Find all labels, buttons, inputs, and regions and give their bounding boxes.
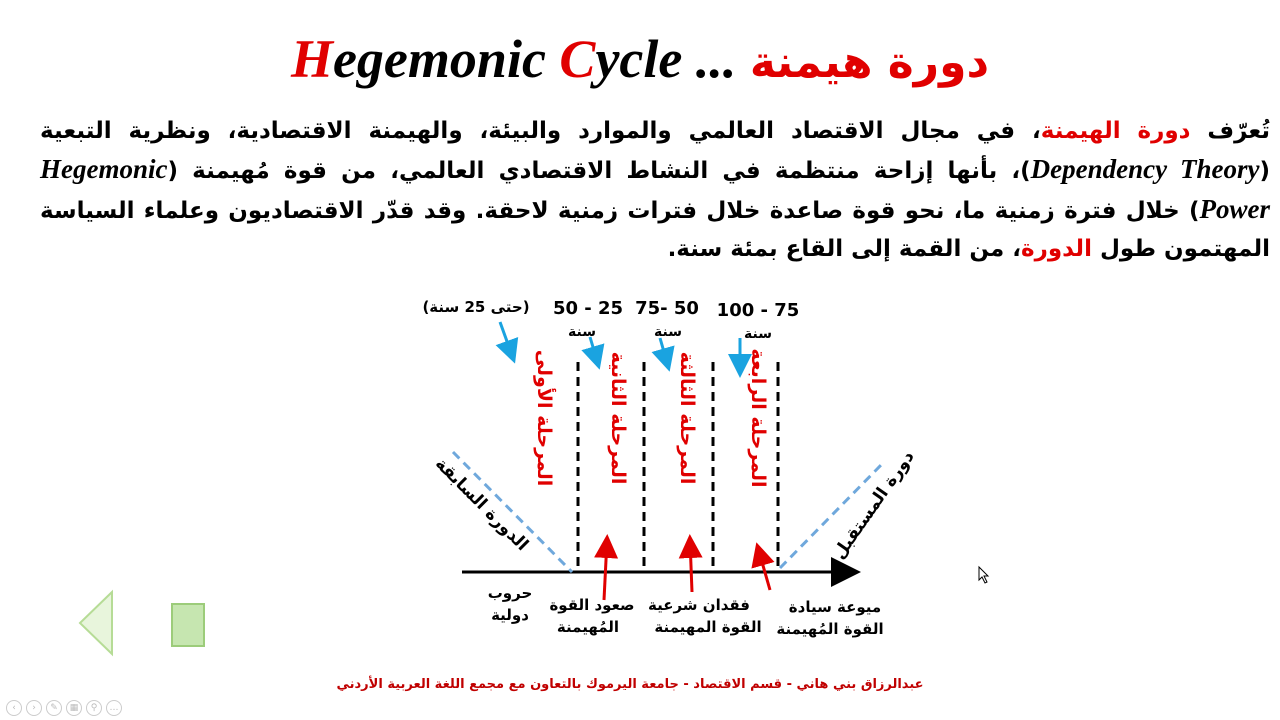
period-arrow-1: [500, 322, 513, 358]
bottom-label-4a: ميوعة سيادة: [788, 598, 882, 616]
para-text-2: ، في مجال الاقتصاد العالمي والموارد والبيئة، والهيمنة الاقتصادية، ونظرية التبعية (: [40, 118, 1270, 184]
stage-label-1: المرحلة الأولى: [533, 349, 555, 487]
title-part-2: ycle ...: [595, 29, 750, 89]
period-unit-3: سنة: [654, 324, 682, 340]
bottom-label-2a: صعود القوة: [549, 596, 635, 614]
bottom-label-3b: القوة المهيمنة: [654, 618, 762, 636]
para-text-5: ، من القمة إلى القاع بمئة سنة.: [667, 236, 1022, 262]
para-highlight-1: دورة الهيمنة: [1040, 118, 1191, 144]
mouse-cursor-icon: [979, 567, 988, 583]
para-text-3: )، بأنها إزاحة منتظمة في النشاط الاقتصادي العالمي، من قوة مُهيمنة (: [167, 158, 1031, 184]
period-label-2: 50 - 25: [552, 298, 624, 319]
bottom-label-1b: دولية: [491, 606, 529, 624]
stage-label-3: المرحلة الثالثة: [676, 351, 698, 485]
title-letter-c: C: [559, 29, 596, 89]
footer-credit: عبدالرزاق بني هاني - قسم الاقتصاد - جامعة اليرموك بالتعاون مع مجمع اللغة العربية الأردني: [336, 677, 924, 692]
viewer-zoom-icon[interactable]: ⚲: [86, 700, 102, 716]
title-part-1: egemonic: [332, 29, 560, 89]
para-text-4: ) خلال فترة زمنية ما، نحو قوة صاعدة خلال فترات زمنية لاحقة. وقد قدّر الاقتصاديون وعلماء السياسة المهتمون طول: [40, 198, 1270, 262]
period-unit-4: سنة: [744, 326, 772, 342]
period-arrow-2: [590, 337, 598, 364]
para-english-1: Dependency Theory: [1030, 154, 1260, 184]
event-arrow-2: [690, 540, 692, 592]
event-arrow-1: [604, 540, 607, 600]
title-letter-h: H: [290, 29, 333, 89]
nav-next-square[interactable]: [172, 604, 204, 646]
stage-label-2: المرحلة الثانية: [607, 351, 629, 485]
viewer-next-icon[interactable]: ›: [26, 700, 42, 716]
bottom-label-4b: القوة المُهيمنة: [776, 620, 884, 638]
event-arrow-3: [758, 548, 770, 590]
next-cycle-label: دورة المستقبل: [829, 447, 919, 563]
para-english-2: Hegemonic Power: [40, 154, 1270, 224]
para-text-1: تُعرّف: [1190, 118, 1271, 144]
bottom-label-3a: فقدان شرعية: [648, 596, 750, 614]
period-arrow-3: [660, 338, 668, 366]
period-label-4: 100 - 75: [716, 300, 800, 321]
viewer-grid-icon[interactable]: ▦: [66, 700, 82, 716]
period-unit-2: سنة: [568, 324, 596, 340]
viewer-more-icon[interactable]: …: [106, 700, 122, 716]
viewer-prev-icon[interactable]: ‹: [6, 700, 22, 716]
bottom-label-1a: حروب: [487, 584, 533, 602]
title-arabic: دورة هيمنة: [749, 37, 990, 88]
para-highlight-2: الدورة: [1021, 236, 1092, 262]
bottom-label-2b: المُهيمنة: [556, 618, 620, 636]
period-label-1: (حتى 25 سنة): [422, 298, 530, 316]
stage-label-4: المرحلة الرابعة: [747, 348, 769, 488]
viewer-pen-icon[interactable]: ✎: [46, 700, 62, 716]
period-label-3: 75- 50: [635, 298, 699, 319]
nav-prev-arrow[interactable]: [80, 592, 112, 654]
previous-cycle-label: الدورة السابقة: [430, 453, 533, 556]
